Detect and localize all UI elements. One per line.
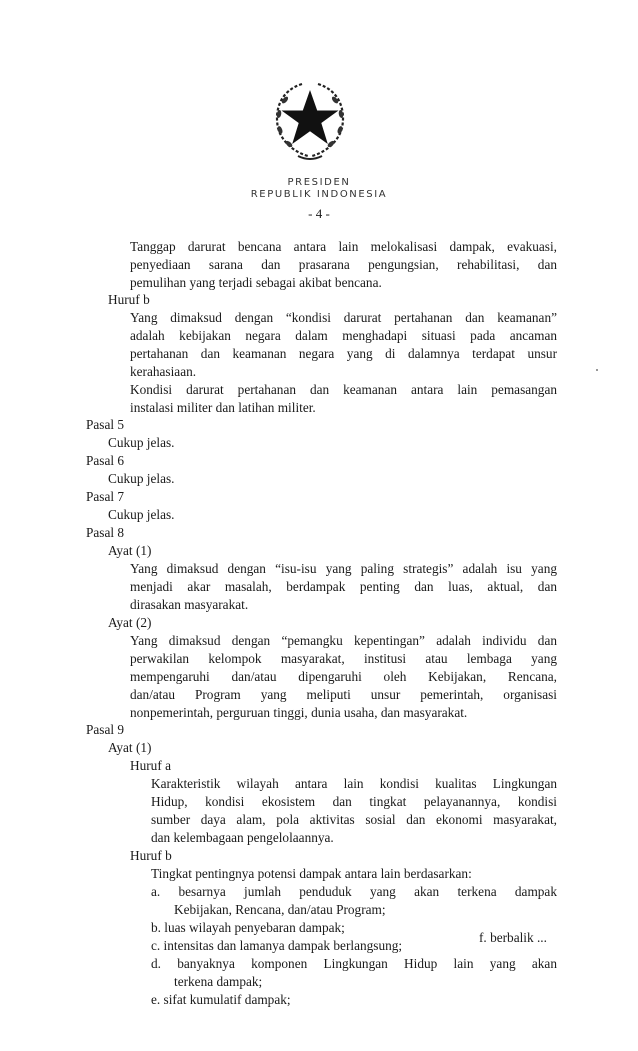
body-line: menjadi akar masalah, berdampak penting dan luas, aktual, dan: [130, 579, 557, 594]
page-number: - 4 -: [308, 206, 330, 221]
body-line: Pasal 7: [86, 489, 125, 504]
body-line: penyediaan sarana dan prasarana pengungsian, rehabilitasi, dan: [130, 257, 557, 272]
body-line: instalasi militer dan latihan militer.: [130, 400, 316, 415]
body-line: pertahanan dan keamanan negara yang di dalamnya terdapat unsur: [130, 346, 557, 361]
body-line: Yang dimaksud dengan “pemangku kepentingan” adalah individu dan: [130, 633, 557, 648]
body-line: Hidup, kondisi ekosistem dan tingkat pelayanannya, kondisi: [151, 794, 557, 809]
body-line: Ayat (1): [108, 543, 152, 558]
body-line: Huruf a: [130, 758, 171, 773]
body-line: Pasal 6: [86, 453, 125, 468]
body-line: b. luas wilayah penyebaran dampak;: [151, 920, 345, 935]
speck: [596, 369, 598, 371]
body-line: e. sifat kumulatif dampak;: [151, 992, 291, 1007]
body-line: pemulihan yang terjadi sebagai akibat bencana.: [130, 275, 382, 290]
body-line: kerahasiaan.: [130, 364, 197, 379]
body-line: Karakteristik wilayah antara lain kondisi kualitas Lingkungan: [151, 776, 557, 791]
body-line: sumber daya alam, pola aktivitas sosial dan ekonomi masyarakat,: [151, 812, 557, 827]
garuda-star-emblem-icon: [268, 78, 352, 162]
body-line: Kondisi darurat pertahanan dan keamanan antara lain pemasangan: [130, 382, 557, 397]
body-line: dan kelembagaan pengelolaannya.: [151, 830, 334, 845]
body-line: Huruf b: [108, 292, 150, 307]
body-line: a. besarnya jumlah penduduk yang akan terkena dampak: [151, 884, 557, 899]
body-line: perwakilan kelompok masyarakat, institusi atau lembaga yang: [130, 651, 557, 666]
header-line-republik: REPUBLIK INDONESIA: [250, 189, 388, 200]
body-line: Kebijakan, Rencana, dan/atau Program;: [174, 902, 386, 917]
body-line: Ayat (1): [108, 740, 152, 755]
body-line: dirasakan masyarakat.: [130, 597, 249, 612]
body-line: terkena dampak;: [174, 974, 263, 989]
body-line: Tingkat pentingnya potensi dampak antara lain berdasarkan:: [151, 866, 472, 881]
continuation-note: f. berbalik ...: [479, 930, 547, 945]
body-line: d. banyaknya komponen Lingkungan Hidup lain yang akan: [151, 956, 557, 971]
body-line: Cukup jelas.: [108, 435, 175, 450]
body-line: Pasal 8: [86, 525, 125, 540]
body-line: nonpemerintah, perguruan tinggi, dunia usaha, dan masyarakat.: [130, 705, 468, 720]
header-line-presiden: PRESIDEN: [287, 177, 351, 188]
body-line: Tanggap darurat bencana antara lain melokalisasi dampak, evakuasi,: [130, 239, 557, 254]
body-line: c. intensitas dan lamanya dampak berlangsung;: [151, 938, 403, 953]
body-line: Pasal 9: [86, 722, 125, 737]
body-line: Cukup jelas.: [108, 507, 175, 522]
body-line: mempengaruhi dan/atau dipengaruhi oleh Kebijakan, Rencana,: [130, 669, 557, 684]
body-line: Yang dimaksud dengan “kondisi darurat pertahanan dan keamanan”: [130, 310, 557, 325]
body-line: adalah kebijakan negara dalam menghadapi situasi pada ancaman: [130, 328, 557, 343]
body-line: Cukup jelas.: [108, 471, 175, 486]
body-line: Pasal 5: [86, 417, 125, 432]
body-line: Ayat (2): [108, 615, 152, 630]
body-line: Huruf b: [130, 848, 172, 863]
body-line: dan/atau Program yang meliputi unsur pemerintah, organisasi: [130, 687, 557, 702]
body-line: Yang dimaksud dengan “isu-isu yang paling strategis” adalah isu yang: [130, 561, 557, 576]
